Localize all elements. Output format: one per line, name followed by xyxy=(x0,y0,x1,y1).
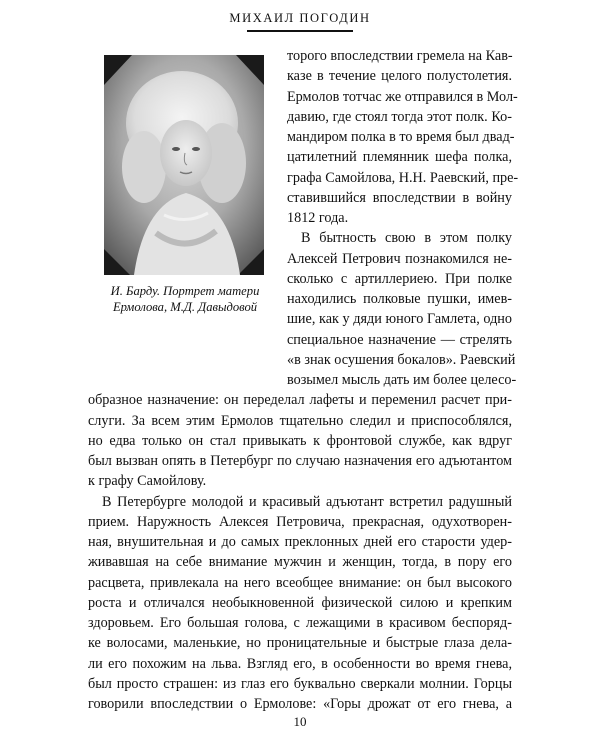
caption-line: И. Барду. Портрет матери xyxy=(110,284,260,298)
text-line: Алексей Петрович познакомился не- xyxy=(287,250,512,267)
running-head: МИХАИЛ ПОГОДИН xyxy=(229,11,371,25)
text-line: графа Самойлова, Н.Н. Раевский, пре- xyxy=(287,169,519,186)
text-line: к графу Самойлову. xyxy=(88,473,207,490)
text-line: образное назначение: он переделал лафеты и переменил расчет при- xyxy=(88,392,512,409)
text-line: ли его похожим на льва. Взгляд его, в особенности во время гнева, xyxy=(88,655,512,672)
text-line: сколько с артиллериею. При полке xyxy=(287,270,512,287)
text-line: цатилетний племянник шефа полка, xyxy=(287,149,512,166)
text-line: расцвета, привлекала на него всеобщее внимание: он был высокого xyxy=(88,574,512,591)
text-line: находились полковые пушки, имев- xyxy=(287,291,512,307)
text-line: живавшая на себе внимание мужчин и женщин, тогда, в пору его xyxy=(88,554,512,571)
paragraph-start: В Петербурге молодой и красивый адъютант встретил радушный xyxy=(102,493,512,510)
text-line: «в знак осушения бокалов». Раевский xyxy=(287,351,516,368)
text-line: роста и отличался необыкновенной физической силою и крепким xyxy=(88,594,512,611)
text-line: Ермолов тотчас же отправился в Мол- xyxy=(287,88,518,105)
text-line: мандиром полка в то время был двад- xyxy=(287,129,515,145)
text-line: казе в течение целого полустолетия. xyxy=(287,68,512,85)
text-line: был вызван опять в Петербург по случаю назначения его адъютантом xyxy=(88,453,512,469)
text-line: был просто страшен: из глаз его буквально сверкали молнии. Горцы xyxy=(88,675,512,692)
text-line: специальное назначение — стрелять xyxy=(287,331,512,348)
text-line: возымел мысль дать им более целесо- xyxy=(287,372,517,388)
caption-line: Ермолова, М.Д. Давыдовой xyxy=(112,300,258,314)
text-line: но едва только он стал привыкать к фронтовой службе, как вдруг xyxy=(88,432,512,449)
text-line: говорили впоследствии о Ермолове: «Горы дрожат от его гнева, а xyxy=(88,696,512,712)
page-number: 10 xyxy=(293,714,307,729)
text-line: слуги. За всем этим Ермолов тщательно следил и приспособлялся, xyxy=(88,412,512,429)
text-line: торого впоследствии гремела на Кав- xyxy=(287,48,513,64)
text-line: здоровьем. Его большая голова, с лежащими в красивом беспоряд- xyxy=(88,615,512,631)
text-line: прием. Наружность Алексея Петровича, прекрасная, одухотворен- xyxy=(88,513,512,530)
paragraph-start: В бытность свою в этом полку xyxy=(301,230,512,247)
text-line: давию, где стоял тогда этот полк. Ко- xyxy=(287,108,512,125)
text-line: ставившийся впоследствии в войну xyxy=(287,189,512,206)
text-line: ке волосами, маленькие, но проницательные и быстрые глаза дела- xyxy=(88,635,512,652)
text-line: 1812 года. xyxy=(287,210,349,226)
text-line: ная, внушительная и до самых преклонных дней его старости удер- xyxy=(88,534,512,550)
text-line: шие, как у дяди юного Гамлета, одно xyxy=(287,311,512,328)
